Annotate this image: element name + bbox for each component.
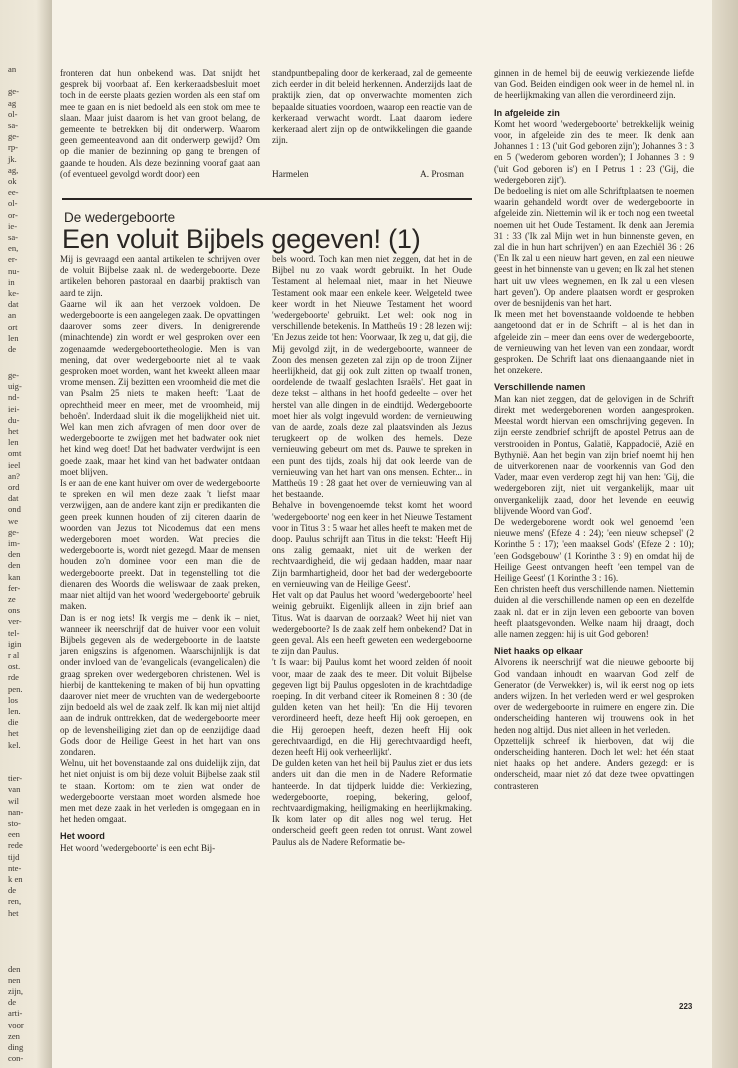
subhead-niet-haaks: Niet haaks op elkaar [494,646,583,657]
margin-fragment: uig- [8,381,22,392]
margin-fragment: wil [8,795,19,806]
margin-fragment: nan- [8,806,24,817]
col3-paragraph: Opzettelijk schreef ik hierboven, dat wij die onderscheiding hanteren. Doch let wel: het één staat niet haaks op het andere. Anders gezegd: er is onderscheid, maar niet zó dat deze twee opvattingen contrasteren [494,735,694,791]
margin-fragment: jk. [8,153,17,164]
margin-fragment: ond [8,504,21,515]
margin-fragment: kel. [8,739,21,750]
margin-fragment: con- [8,1053,24,1064]
margin-fragment: den [8,549,21,560]
column-1-top [60,68,260,180]
margin-fragment: an [8,310,17,321]
margin-fragment: dat [8,493,19,504]
margin-fragment: ok [8,176,17,186]
margin-fragment: nen [8,974,21,985]
margin-fragment: zen [8,1030,20,1041]
subhead-afgeleide-zin: In afgeleide zin [494,107,560,118]
margin-fragment: rede [8,840,23,851]
margin-fragment: die [8,717,19,728]
margin-fragment: ge- [8,370,19,380]
margin-fragment: ee- [8,187,19,198]
col2-paragraph: bels woord. Toch kan men niet zeggen, dat het in de Bijbel nu zo vaak wordt gebruikt. In het Oude Testament al helemaal niet, maar in het Nieuwe Testament ook maar een enkele keer. Welgeteld twee keer wordt in het Nieuwe Testament het woord 'wedergeboorte' gebruikt. Let wel: ook nog in verschillende betekenis. In Mattheüs 19 : 28 lezen wij: 'En Jezus zeide tot hen: Voorwaar, Ik zeg u, dat gij, die Mij gevolgd zijt, in de wedergeboorte, wanneer de Zoon des mensen gezeten zal zijn op de troon Zijner heerlijkheid, dat gij ook zult zitten op twaalf tronen, oordelende de twaalf geslachten Israëls'. Het gaat in deze tekst – althans in het hoofd gedeelte – over het herstel van alle dingen in de eindtijd. Wedergeboorte moet hier als volgt ingevuld worden: de vernieuwing van de aarde, zoals deze zal plaatsvinden als Jezus terugkeert op de wolken des hemels. Deze vernieuwing gebeurt om met ds. Pauwe te spreken in een punt des tijds, zoals hij dat ook leerde van de vernieuwing van het hart van ons mensen. Echter... in Mattheüs 19 : 28 gaat het over de vernieuwing van al het bestaande. [272,254,472,500]
margin-fragment: sa- [8,232,19,242]
col3-top-text: ginnen in de hemel bij de eeuwig verkiezende liefde van God. Beiden eindigen ook weer in de hemel nl. in de heerlijkmaking van allen die verordineerd zijn. [494,68,694,101]
margin-fragment: de [8,997,17,1008]
margin-fragment: de [8,344,17,354]
margin-fragment: ren, [8,896,22,907]
page-number: 223 [679,1002,693,1011]
margin-fragment: nd- [8,392,20,403]
margin-fragment: tel- [8,627,20,638]
page-fold-edge [712,0,738,1068]
col2-paragraph: 't Is waar: bij Paulus komt het woord zelden óf nooit voor, maar de zaak des te meer. Dit voluit Bijbelse gegeven ligt bij Paulus opgesloten in de krachtdadige roeping. In dit verband citeer ik Romeinen 8 : 30 (de gulden keten van het heil): 'En die Hij tevoren verordineerd heeft, deze heeft Hij ook geroepen, en die Hij geroepen heeft, dezen heeft Hij ook gerechtvaardigd, en die Hij gerechtvaardigd heeft, dezen heeft Hij ook verheerlijkt'. [272,657,472,757]
margin-fragment: len. [8,706,21,716]
margin-fragment: tier- [8,773,23,784]
col3-paragraph: Alvorens ik neerschrijf wat die nieuwe geboorte bij God vandaan inhoudt en waarvan God zelf de Generator (de Verwekker) is, wil ik eerst nog op iets anders wijzen. In het verleden werd er wel gesproken over de wedergeboorte in ruimere en engere zin. Die onderscheiding hanteren wij trouwens ook in het heden nog altijd. Dus niet alleen in het verleden. [494,657,694,735]
margin-fragment: voor [8,1019,24,1030]
margin-fragment: omt [8,448,22,459]
margin-fragment: an [8,64,17,74]
margin-fragment: los [8,694,19,705]
margin-fragment: r al [8,650,20,660]
margin-fragment: rde [8,672,19,683]
margin-fragment: het [8,907,19,918]
margin-fragment: er- [8,254,18,265]
margin-fragment: ol- [8,108,18,119]
margin-fragment: ort [8,321,18,332]
margin-fragment: ag [8,97,17,108]
margin-fragment: arti- [8,1008,23,1019]
margin-fragment: het [8,426,19,436]
column-1-body [60,254,260,854]
margin-fragment: len [8,437,19,448]
margin-fragment: van [8,784,21,795]
margin-fragment: or- [8,209,18,220]
margin-fragment: ver- [8,616,22,627]
column-3-body [494,68,694,792]
col2-paragraph: Behalve in bovengenoemde tekst komt het woord 'wedergeboorte' nog een keer in het Nieuwe Testament voor in Titus 3 : 5 waar het alles heeft te maken met de doop. Paulus schrijft aan Titus in die tekst: 'Heeft Hij ons zalig gemaakt, niet uit de werken der rechtvaardigheid, die wij gedaan hadden, maar naar Zijn barmhartigheid, door het bad der wedergeboorte en vernieuwing van de Heilige Geest'. [272,500,472,589]
col3-paragraph: De wedergeborene wordt ook wel genoemd 'een nieuwe mens' (Efeze 4 : 24); 'een nieuw schepsel' (2 Korinthe 5 : 17); 'een maaksel Gods' (Efeze 2 : 10); 'een Godsgebouw' (1 Korinthe 3 : 9) en omdat hij de Heilige Geest ontvangen heeft 'een tempel van de Heilige Geest' (1 Korinthe 3 : 16). [494,516,694,583]
margin-fragment: den [8,560,21,571]
subhead-het-woord: Het woord [60,831,105,842]
margin-fragment: fer- [8,582,21,593]
margin-fragment: ke- [8,288,19,298]
margin-fragment: sto- [8,818,21,828]
margin-fragment: nu- [8,265,20,276]
margin-fragment: ieel [8,459,21,470]
col1-paragraph: Is er aan de ene kant huiver om over de wedergeboorte te spreken en wil men deze zaak 't liefst maar verzwijgen, aan de andere kant zijn er predikanten die geen preek kunnen houden of zij citeren daarin de woorden van Jezus tot Nicodemus dat een mens wedergeboren moet worden. Wat precies die wedergeboorte is, wordt niet gezegd. Maar de mensen houden zo'n dominee voor een man die de wedergeboorte preekt. Dat in tegenstelling tot die dienaren des Woords die weliswaar de zaak preken, maar niet altijd van het woord 'wedergeboorte' gebruik maken. [60,478,260,612]
margin-fragment: ge- [8,131,19,142]
col3-paragraph: De bedoeling is niet om alle Schriftplaatsen te noemen waarin gehandeld wordt over de wedergeboorte in afgeleide zin. Niettemin wil ik er toch nog een tweetal noemen uit het Oude Testament. Ik denk aan Jeremia 31 : 33 ('Ik zal Mijn wet in hun binnenste geven, en zal die in hun hart schrijven') en aan Ezechiël 36 : 26 ('En Ik zal u een nieuw hart geven, en zal een nieuwe geest in het binnenste van u geven; en Ik zal het stenen hart uit uw vlees wegnemen, en Ik zal u een vlesen hart geven'). Op andere plaatsen wordt er gesproken over de besnijdenis van het hart. [494,186,694,309]
margin-fragment: ge- [8,86,19,97]
margin-fragment: dat [8,299,19,310]
col1-paragraph: Mij is gevraagd een aantal artikelen te schrijven over de voluit Bijbelse zaak nl. de wedergeboorte. Deze artikelen behoren pastoraal en daarbij praktisch van aard te zijn. [60,254,260,298]
margin-fragment: ons [8,605,20,616]
margin-fragment: nte- [8,862,22,873]
margin-fragment: kan [8,571,21,582]
article-kicker: De wedergeboorte [64,210,176,225]
margin-fragment: ord [8,482,20,492]
column-2-body [272,254,472,848]
col1-top-text: fronteren dat hun onbekend was. Dat snijdt het gesprek bij voorbaat af. Een kerkeraadsbesluit moet toch in de eerste plaats gezien worden als een staf om mee te gaan en is niet bedoeld als een stok om mee te slaan. Maar juist daarom is het van groot belang, de gemeente te betrekken bij dit onderwerp. Waarom geen gemeenteavond aan dit onderwerp gewijd? Om op die manier de bezinning op gang te brengen of gaande te houden. Als deze bezinning vooraf gaat aan (of eventueel gevolgd wordt door) een [60,68,260,179]
margin-fragment: pen. [8,683,23,694]
margin-fragment: den [8,963,21,974]
margin-fragment: ie- [8,220,18,231]
margin-fragment: het [8,728,19,739]
margin-fragment: ze [8,594,16,604]
margin-fragment: rp- [8,142,19,153]
subhead-verschillende-namen: Verschillende namen [494,382,586,393]
margin-fragment: igin [8,638,22,649]
margin-fragment: k en [8,874,23,884]
col2-paragraph: De gulden keten van het heil bij Paulus ziet er dus iets anders uit dan die men in de Nadere Reformatie hanteerde. In dat tijdperk luidde die: Verkiezing, wedergeboorte, roeping, bekering, geloof, rechtvaardigmaking, heiligmaking en heerlijkmaking. Ik kom later op dit alles nog wel terug. Het onderscheid geeft geen reden tot onrust. Want zowel Paulus als de Nadere Reformatie be- [272,758,472,847]
col1-paragraph: Welnu, uit het bovenstaande zal ons duidelijk zijn, dat het niet onjuist is om bij deze voluit Bijbelse zaak stil te staan. Kortom: om te zien wat onder de wedergeboorte verstaan moet worden alsmede hoe men met deze zaak in het verleden is omgegaan en in het heden omgaat. [60,758,260,825]
margin-fragment: len [8,332,19,343]
margin-fragment: iei- [8,403,20,414]
signature-place: Harmelen [272,170,309,180]
article-headline: Een voluit Bijbels gegeven! (1) [62,224,421,254]
margin-fragment: we [8,515,19,526]
margin-fragment: tijd [8,851,20,862]
margin-fragment: en, [8,243,19,254]
margin-fragment: sa- [8,120,19,130]
col2-paragraph: Het valt op dat Paulus het woord 'wedergeboorte' heel weinig gebruikt. Eigenlijk alleen in zijn brief aan Titus. Wat is daarvan de oorzaak? Weet hij niet van wedergeboorte? Is de zaak zelf hem onbekend? Dat in geen geval. Als een heeft geweten een wedergeboorne te zijn dan Paulus. [272,590,472,657]
col1-paragraph: Dan is er nog iets! Ik vergis me – denk ik – niet, wanneer ik neerschrijf dat de huiver voor een voluit Bijbels gegeven als de wedergeboorte in de laatste jaren enigszins is afgenomen. Waarschijnlijk is dat onder invloed van de 'evangelicals (evangelicalen) die graag spreken over wedergeboren christenen. Wel is hierbij de kanttekening te maken of bij hun opvatting daarover niet meer de vruchten van de wedergeboorte zijn bedoeld als wel de zaak zelf. Ik kan mij niet altijd aan de indruk onttrekken, dat de wedergeboorte meer op de levensheiliging ziet dan op de eenzijdige daad Gods door de Heilige Geest in het hart van ons zondaren. [60,612,260,757]
col3-paragraph: Komt het woord 'wedergeboorte' betrekkelijk weinig voor, in afgeleide zin des te meer. Ik denk aan Johannes 1 : 13 ('uit God geboren zijn'); Johannes 3 : 3 en 5 ('wederom geboren worden'); I Johannes 3 : 9 ('uit God geboren is') en I Petrus 1 : 23 ('Gij, die wedergeboren zijt'). [494,118,694,185]
margin-fragment: ag, [8,164,19,175]
margin-fragment: ge- [8,526,19,537]
col3-paragraph: Een christen heeft dus verschillende namen. Niettemin duiden al die verschillende namen op een en dezelfde zaak nl. dat er in zijn leven een geboorte van boven heeft plaatsgevonden. Welke naam hij draagt, doch alle namen zeggen: hij is uit God geboren! [494,584,694,639]
section-divider [62,198,472,200]
col1-paragraph: Gaarne wil ik aan het verzoek voldoen. De wedergeboorte is een aangelegen zaak. De opvattingen daarover soms zeer divers. In denigrerende (minachtende) zin wordt er wel gesproken over een zogenaamde wedergeboortetheologie. Men is van mening, dat over wedergeboorte niet al te vaak gesproken moet worden, want het kweekt alleen maar vrome mensen. Zij bezitten een vroomheid die met die van Psalm 25 niets te maken heeft: 'Laat de oprechtheid meer en meer, met de vroomheid, mij behoên'. Inderdaad sluit ik die mogelijkheid niet uit. Wel kan men zich afvragen of men door over de wedergeboorte te zwijgen met het badwater ook niet het kind weg doet! Dat het badwater verdwijnt is een goede zaak, maar het kind van het badwater ontdaan moet blijven. [60,298,260,477]
margin-fragment: ost. [8,661,21,672]
col2-top-text: standpuntbepaling door de kerkeraad, zal de gemeente zich eerder in dit beleid herkennen. Anderzijds laat de praktijk zien, dat op onverwachte momenten zich bepaalde situaties voordoen, waarop een reactie van de kerkeraad verwacht wordt. Laat daarom iedere kerkeraad alert zijn op de ontwikkelingen die gaande zijn. [272,68,472,146]
margin-fragment: du- [8,414,20,425]
column-2-top [272,68,472,146]
margin-fragment: de [8,885,17,896]
margin-fragment: een [8,829,20,840]
col1-paragraph: Het woord 'wedergeboorte' is een echt Bij- [60,842,216,853]
signature-name: A. Prosman [420,170,464,180]
col3-paragraph: Ik meen met het bovenstaande voldoende te hebben aangetoond dat er in de Schrift – al is het dan in afgeleide zin – meer dan eens over de wedergeboorte, de vernieuwing van het leven van een zondaar, wordt gesproken. De Schrift laat ons dienaangaande niet in het onzekere. [494,309,694,376]
margin-fragment: im- [8,538,20,548]
col3-paragraph: Man kan niet zeggen, dat de gelovigen in de Schrift direkt met wedergeborenen worden aangesproken. Meestal wordt hiervan een omschrijving gegeven. In zijn eerste zendbrief schrijft de apostel Petrus aan de verstrooiden in Pontus, Galatië, Kappadocië, Azië en Bythynië. Aan het begin van zijn brief noemt hij hen de uitverkorenen naar de voorkennis van God den Vader, maar even verderop zegt hij van hen: 'Gij, die wedergeboren zijt, niet uit vergankelijk, maar uit onvergankelijk zaad, door het levende en eeuwig blijvende Woord van God'. [494,393,694,516]
margin-fragment: an? [8,470,20,481]
margin-fragment: ol- [8,198,18,209]
margin-fragment: ding [8,1042,24,1052]
margin-fragment: in [8,276,15,287]
margin-fragment: zijn, [8,986,24,996]
